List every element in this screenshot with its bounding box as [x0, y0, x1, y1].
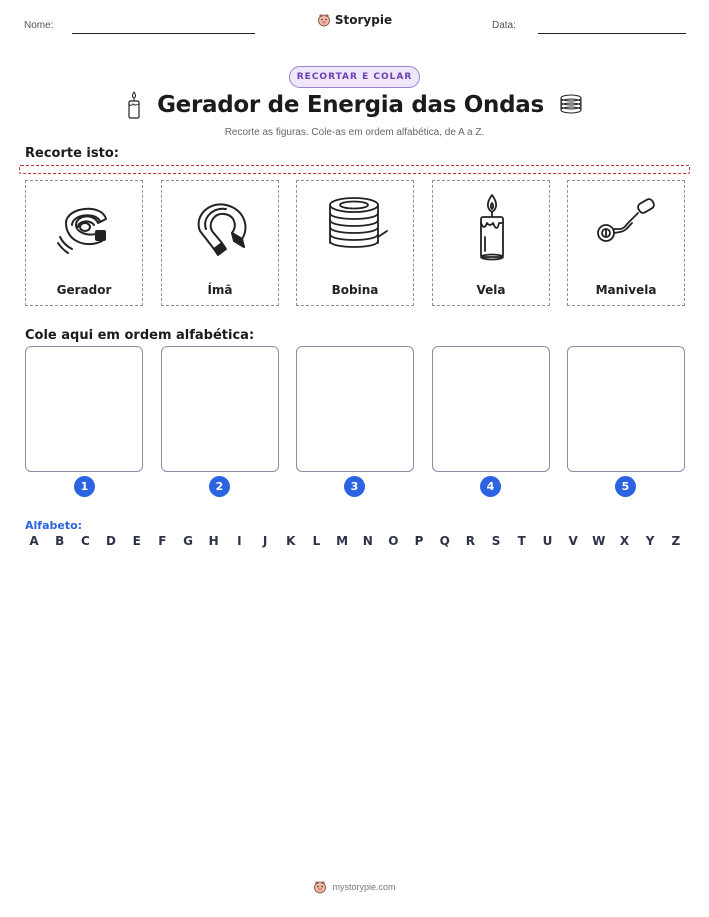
alphabet-letter: X — [619, 534, 630, 548]
name-line — [72, 33, 255, 34]
candle-icon — [125, 90, 143, 120]
card-label: Ímã — [207, 283, 233, 297]
alphabet-letter: B — [55, 534, 65, 548]
alphabet-letter: D — [106, 534, 116, 548]
alphabet-letter: R — [465, 534, 476, 548]
card-manivela[interactable] — [567, 180, 685, 306]
crank-handle-icon — [592, 193, 662, 263]
alphabet-letter: E — [132, 534, 141, 548]
card-gerador[interactable] — [25, 180, 143, 306]
card-label: Vela — [476, 283, 506, 297]
paste-slot-1[interactable] — [25, 346, 143, 472]
pig-icon — [313, 880, 327, 894]
alphabet-letter: V — [568, 534, 578, 548]
paste-slot-4[interactable] — [432, 346, 550, 472]
pig-icon — [317, 13, 331, 27]
date-line — [538, 33, 686, 34]
alphabet-letter: T — [517, 534, 526, 548]
card-ima[interactable] — [161, 180, 279, 306]
paste-slot-2[interactable] — [161, 346, 279, 472]
alphabet-letter: M — [336, 534, 349, 548]
footer-link[interactable]: mystorypie.com — [332, 882, 396, 892]
alphabet-letter: Q — [439, 534, 450, 548]
paste-slot-3[interactable] — [296, 346, 414, 472]
alphabet-letter: U — [542, 534, 553, 548]
footer — [0, 880, 709, 894]
date-label: Data: — [492, 20, 516, 31]
generator-magnet-icon — [50, 193, 120, 263]
alphabet-letter: G — [183, 534, 193, 548]
instructions: Recorte as figuras. Cole-as em ordem alfabética, de A a Z. — [224, 127, 485, 138]
alphabet-letter: J — [262, 534, 268, 548]
alphabet-letter: Z — [671, 534, 681, 548]
card-label: Bobina — [331, 283, 379, 297]
paste-slot-5[interactable] — [567, 346, 685, 472]
card-label: Gerador — [56, 283, 112, 297]
alphabet-label: Alfabeto: — [25, 519, 83, 532]
slot-number-4: 4 — [480, 476, 501, 497]
alphabet-letter: C — [80, 534, 90, 548]
alphabet-letter: A — [29, 534, 39, 548]
title-row — [0, 90, 709, 120]
coil-icon — [321, 193, 391, 263]
alphabet-letter: S — [491, 534, 501, 548]
alphabet-letter: L — [312, 534, 321, 548]
coil-icon — [558, 92, 584, 118]
slot-number-5: 5 — [615, 476, 636, 497]
card-label: Manivela — [595, 283, 657, 297]
slot-number-2: 2 — [209, 476, 230, 497]
card-vela[interactable] — [432, 180, 550, 306]
alphabet-letter: N — [362, 534, 373, 548]
alphabet-letter: Y — [645, 534, 655, 548]
slot-number-1: 1 — [74, 476, 95, 497]
activity-badge: RECORTAR E COLAR — [289, 66, 420, 88]
alphabet-letter: W — [592, 534, 606, 548]
page-title: Gerador de Energia das Ondas — [157, 92, 544, 118]
slot-number-3: 3 — [344, 476, 365, 497]
paste-section-label: Cole aqui em ordem alfabética: — [25, 328, 255, 343]
cut-line — [19, 165, 690, 174]
brand-name: Storypie — [334, 13, 393, 27]
alphabet-letter: O — [388, 534, 399, 548]
name-label: Nome: — [24, 20, 54, 31]
alphabet-letter: K — [286, 534, 296, 548]
alphabet-letter: P — [414, 534, 424, 548]
alphabet-letter: H — [208, 534, 219, 548]
card-bobina[interactable] — [296, 180, 414, 306]
brand-logo — [0, 13, 709, 27]
alphabet-letter: F — [158, 534, 167, 548]
alphabet-row — [25, 534, 685, 548]
alphabet-letter: I — [237, 534, 242, 548]
candle-icon — [457, 193, 527, 263]
horseshoe-magnet-icon — [186, 193, 256, 263]
cut-section-label: Recorte isto: — [25, 146, 119, 161]
